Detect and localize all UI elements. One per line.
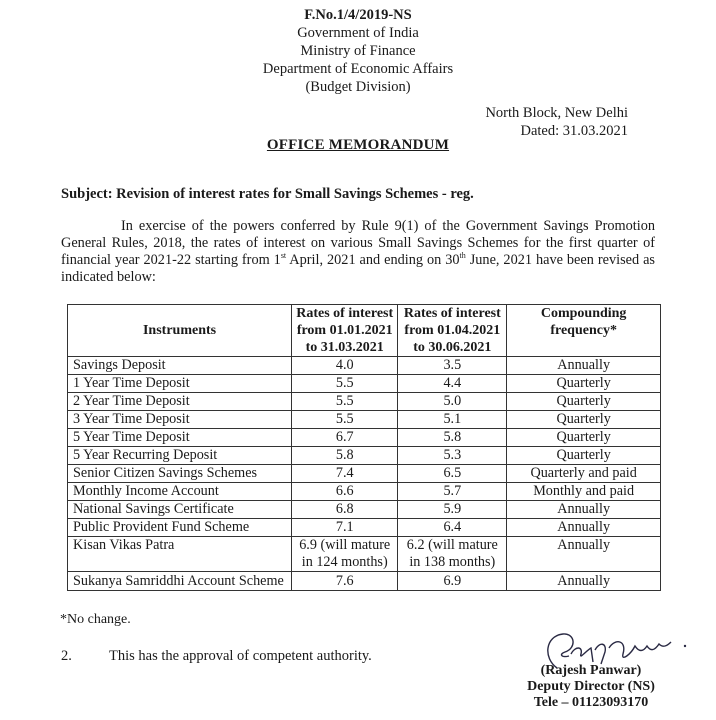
- cell-instrument: 5 Year Time Deposit: [68, 429, 292, 447]
- cell-compounding: Monthly and paid: [507, 483, 661, 501]
- file-number: F.No.1/4/2019-NS: [304, 7, 412, 23]
- cell-old-rate: 6.8: [292, 501, 398, 519]
- cell-instrument: Kisan Vikas Patra: [68, 537, 292, 572]
- cell-old-rate: 5.8: [292, 447, 398, 465]
- interest-rates-table: [67, 304, 661, 591]
- cell-new-rate: 6.5: [398, 465, 507, 483]
- cell-new-rate: 5.1: [398, 411, 507, 429]
- cell-instrument: Senior Citizen Savings Schemes: [68, 465, 292, 483]
- table-row: [68, 357, 661, 375]
- cell-new-rate: 5.0: [398, 393, 507, 411]
- cell-compounding: Quarterly: [507, 447, 661, 465]
- memo-title: OFFICE MEMORANDUM: [266, 137, 450, 153]
- approval-line: [61, 648, 372, 665]
- cell-new-rate: 6.4: [398, 519, 507, 537]
- table-row: [68, 465, 661, 483]
- header-division: (Budget Division): [305, 79, 411, 95]
- table-row: [68, 393, 661, 411]
- cell-compounding: Quarterly and paid: [507, 465, 661, 483]
- cell-compounding: Annually: [507, 572, 661, 591]
- table-row: [68, 519, 661, 537]
- cell-old-rate: 7.4: [292, 465, 398, 483]
- cell-new-rate: 5.8: [398, 429, 507, 447]
- signatory-designation: Deputy Director (NS): [527, 679, 655, 694]
- cell-instrument: Public Provident Fund Scheme: [68, 519, 292, 537]
- cell-instrument: 1 Year Time Deposit: [68, 375, 292, 393]
- subject-line: Subject: Revision of interest rates for Small Savings Schemes - reg.: [61, 186, 474, 202]
- signatory-phone: Tele – 01123093170: [533, 695, 649, 710]
- paragraph-text-1: In exercise of the powers conferred by Rule 9(1) of the Government Savings Promotion General Rules, 2018, the rates of interest on various Small Savings Schemes for the first quarter of financial year 2021-22 starting from 1: [61, 218, 655, 268]
- cell-instrument: National Savings Certificate: [68, 501, 292, 519]
- header-instruments: Instruments: [68, 305, 292, 357]
- table-row: [68, 537, 661, 572]
- cell-instrument: Sukanya Samriddhi Account Scheme: [68, 572, 292, 591]
- cell-compounding: Annually: [507, 357, 661, 375]
- table-row: [68, 501, 661, 519]
- cell-compounding: Annually: [507, 537, 661, 572]
- date: Dated: 31.03.2021: [520, 123, 628, 139]
- cell-instrument: Savings Deposit: [68, 357, 292, 375]
- cell-old-rate: 6.9 (will mature in 124 months): [292, 537, 398, 572]
- footnote: *No change.: [60, 612, 131, 627]
- cell-compounding: Annually: [507, 519, 661, 537]
- table-row: [68, 375, 661, 393]
- cell-new-rate: 3.5: [398, 357, 507, 375]
- location: North Block, New Delhi: [485, 105, 628, 121]
- cell-old-rate: 5.5: [292, 375, 398, 393]
- cell-old-rate: 4.0: [292, 357, 398, 375]
- cell-old-rate: 7.1: [292, 519, 398, 537]
- document-header: [0, 6, 716, 96]
- header-old-rate: Rates of interest from 01.01.2021 to 31.03.2021: [292, 305, 398, 357]
- table-row: [68, 429, 661, 447]
- table-row: [68, 411, 661, 429]
- approval-text: This has the approval of competent authority.: [109, 648, 372, 664]
- cell-new-rate: 6.2 (will mature in 138 months): [398, 537, 507, 572]
- cell-new-rate: 5.9: [398, 501, 507, 519]
- signatory-name: (Rajesh Panwar): [540, 663, 642, 678]
- cell-old-rate: 6.6: [292, 483, 398, 501]
- table-row: [68, 447, 661, 465]
- cell-compounding: Quarterly: [507, 375, 661, 393]
- header-government: Government of India: [297, 25, 419, 41]
- place-date-block: [485, 104, 628, 140]
- header-ministry: Ministry of Finance: [300, 43, 416, 59]
- cell-new-rate: 6.9: [398, 572, 507, 591]
- cell-compounding: Quarterly: [507, 393, 661, 411]
- cell-new-rate: 4.4: [398, 375, 507, 393]
- body-paragraph: [61, 218, 655, 286]
- cell-compounding: Annually: [507, 501, 661, 519]
- cell-instrument: Monthly Income Account: [68, 483, 292, 501]
- header-department: Department of Economic Affairs: [262, 61, 454, 77]
- cell-new-rate: 5.3: [398, 447, 507, 465]
- table-row: [68, 483, 661, 501]
- cell-old-rate: 5.5: [292, 411, 398, 429]
- cell-old-rate: 7.6: [292, 572, 398, 591]
- cell-compounding: Quarterly: [507, 411, 661, 429]
- paragraph-text-2: April, 2021 and ending on 30: [286, 252, 460, 268]
- superscript-st: st: [280, 251, 287, 261]
- table-row: [68, 572, 661, 591]
- header-new-rate: Rates of interest from 01.04.2021 to 30.06.2021: [398, 305, 507, 357]
- cell-instrument: 5 Year Recurring Deposit: [68, 447, 292, 465]
- signatory-block: [516, 663, 666, 711]
- cell-old-rate: 6.7: [292, 429, 398, 447]
- cell-compounding: Quarterly: [507, 429, 661, 447]
- cell-new-rate: 5.7: [398, 483, 507, 501]
- table-header-row: [68, 305, 661, 357]
- cell-instrument: 3 Year Time Deposit: [68, 411, 292, 429]
- cell-old-rate: 5.5: [292, 393, 398, 411]
- header-compounding: Compounding frequency*: [507, 305, 661, 357]
- cell-instrument: 2 Year Time Deposit: [68, 393, 292, 411]
- paragraph-text-3: June, 2021 have been revised as indicated below:: [61, 252, 655, 285]
- approval-number: 2.: [61, 648, 72, 664]
- superscript-th: th: [459, 251, 466, 261]
